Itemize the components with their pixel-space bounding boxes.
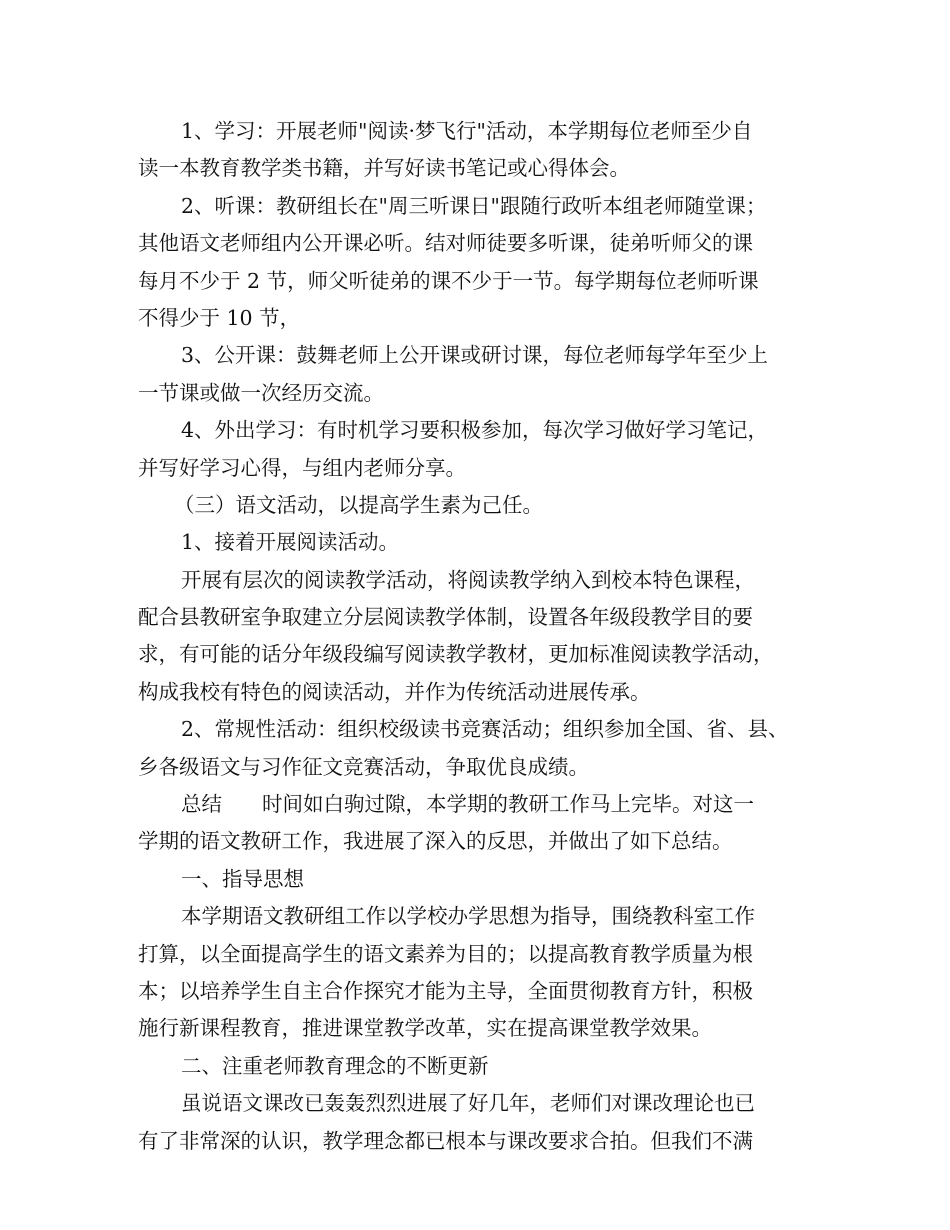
section-heading: （三）语文活动，以提高学生素为己任。: [174, 492, 543, 517]
summary-label: 总结: [181, 792, 222, 817]
text-line: 每月不少于 2 节，师父听徒弟的课不少于一节。每学期每位老师听课: [138, 268, 759, 293]
document-page: [138, 113, 828, 1160]
text-line: 有了非常深的认识，教学理念都已根本与课改要求合拍。但我们不满: [138, 1128, 753, 1153]
text-line: 构成我校有特色的阅读活动，并作为传统活动进展传承。: [138, 679, 651, 704]
text-line: 乡各级语文与习作征文竞赛活动，争取优良成绩。: [138, 754, 589, 779]
text-line: 求，有可能的话分年级段编写阅读教学教材，更加标准阅读教学活动，: [138, 642, 774, 667]
text-line: 学期的语文教研工作，我进展了深入的反思，并做出了如下总结。: [138, 829, 733, 854]
text-line: 4、外出学习：有时机学习要积极参加，每次学习做好学习笔记，: [181, 418, 769, 443]
text-line: 虽说语文课改已轰轰烈烈进展了好几年，老师们对课改理论也已: [181, 1091, 755, 1116]
text-line: 不得少于 10 节，: [138, 305, 301, 330]
text-line: 并写好学习心得，与组内老师分享。: [138, 455, 466, 480]
text-line: 2、听课：教研组长在"周三听课日"跟随行政听本组老师随堂课；: [181, 193, 767, 218]
text-line: 打算，以全面提高学生的语文素养为目的；以提高教育教学质量为根: [138, 941, 753, 966]
text-line: 开展有层次的阅读教学活动，将阅读教学纳入到校本特色课程，: [181, 567, 755, 592]
text-line: 1、接着开展阅读活动。: [181, 530, 400, 555]
text-line: 施行新课程教育，推进课堂教学改革，实在提高课堂教学效果。: [138, 1016, 712, 1041]
summary-line: [138, 786, 828, 823]
text-line: 其他语文老师组内公开课必听。结对师徒要多听课，徒弟听师父的课: [138, 231, 753, 256]
text-line: 1、学习：开展老师"阅读·梦飞行"活动，本学期每位老师至少自: [181, 119, 753, 143]
text-line: 读一本教育教学类书籍，并写好读书笔记或心得体会。: [138, 156, 630, 181]
text-line: 本学期语文教研组工作以学校办学思想为指导，围绕教科室工作: [181, 904, 755, 929]
text-line: 一节课或做一次经历交流。: [138, 380, 384, 405]
text-line: 3、公开课：鼓舞老师上公开课或研讨课，每位老师每学年至少上: [181, 343, 769, 368]
text-line: 配合县教研室争取建立分层阅读教学体制，设置各年级段教学目的要: [138, 605, 753, 630]
summary-text: 时间如白驹过隙，本学期的教研工作马上完毕。对这一: [262, 792, 754, 817]
section-heading: 二、注重老师教育理念的不断更新: [181, 1053, 489, 1078]
section-heading: 一、指导思想: [181, 866, 304, 891]
text-line: 2、常规性活动：组织校级读书竞赛活动；组织参加全国、省、县、: [181, 717, 789, 742]
text-line: 本；以培养学生自主合作探究才能为主导，全面贯彻教育方针，积极: [138, 978, 753, 1003]
